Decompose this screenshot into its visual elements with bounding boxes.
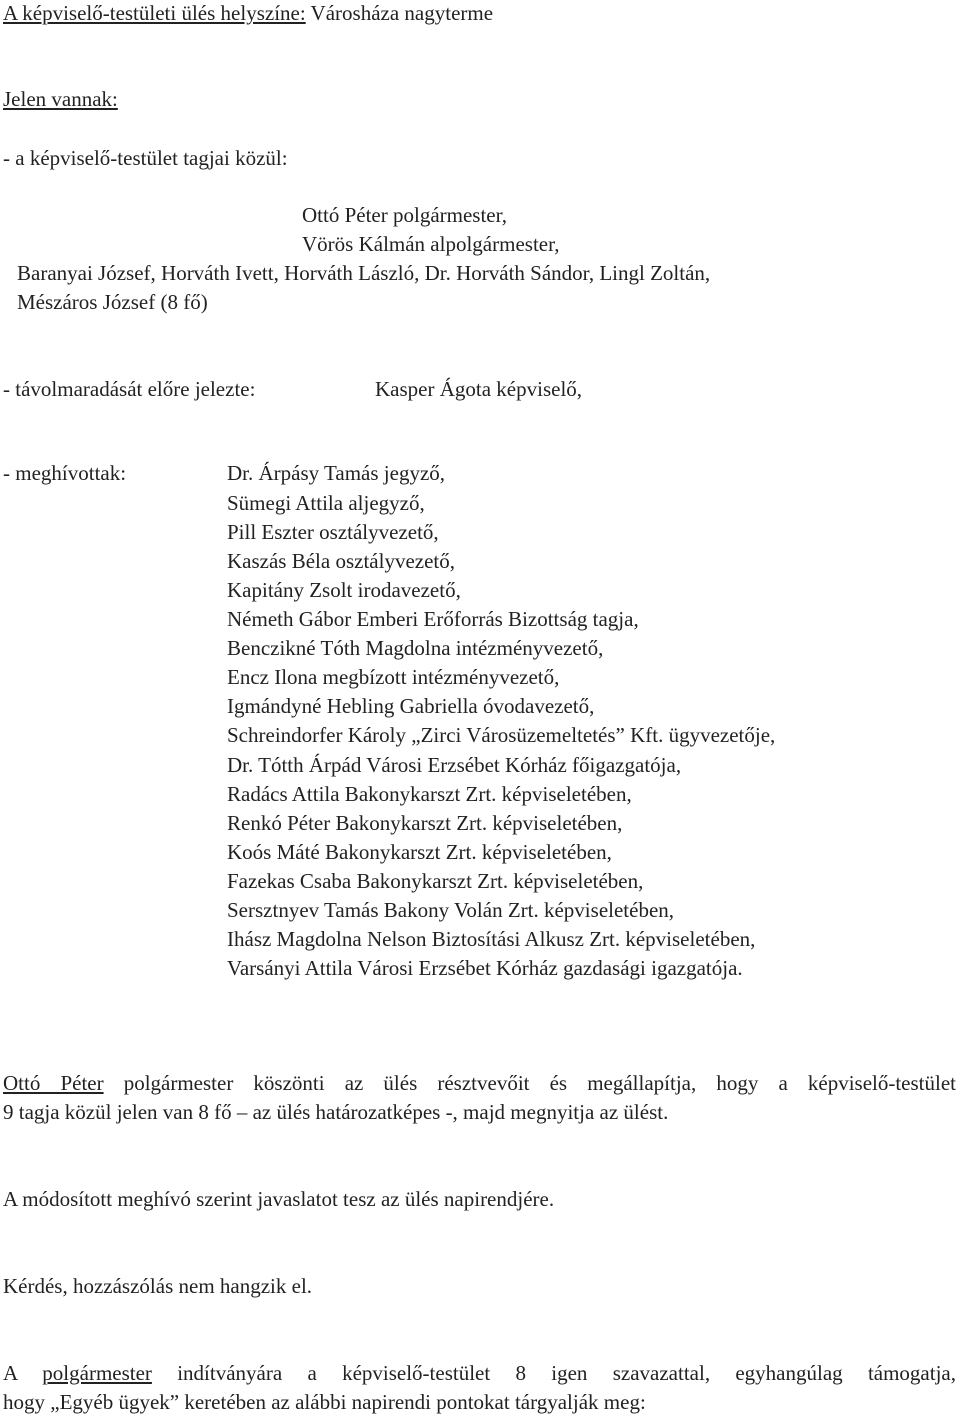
- invited-person: Schreindorfer Károly „Zirci Városüzemeltetés” Kft. ügyvezetője,: [227, 723, 776, 747]
- location-label: A képviselő-testületi ülés helyszíne:: [3, 1, 306, 25]
- vote-paragraph-text: indítványára a képviselő-testület 8 igen szavazattal, egyhangúlag támogatja,: [151, 1361, 956, 1385]
- opening-paragraph-line-1: [3, 1070, 956, 1096]
- invited-person: Radács Attila Bakonykarszt Zrt. képviseletében,: [227, 782, 632, 806]
- deputy-mayor-line: Vörös Kálmán alpolgármester,: [302, 232, 560, 256]
- opening-paragraph-text: polgármester köszönti az ülés résztvevőit és megállapítja, hogy a képviselő-testület: [103, 1071, 956, 1095]
- absent-value: Kasper Ágota képviselő,: [375, 377, 583, 401]
- invited-person: Benczikné Tóth Magdolna intézményvezető,: [227, 636, 604, 660]
- invited-person: Sersztnyev Tamás Bakony Volán Zrt. képviseletében,: [227, 898, 675, 922]
- vote-paragraph-prefix: A: [3, 1361, 43, 1385]
- speaker-name: Ottó Péter: [3, 1071, 104, 1095]
- invited-person: Ihász Magdolna Nelson Biztosítási Alkusz Zrt. képviseletében,: [227, 927, 756, 951]
- opening-paragraph-line-2: 9 tagja közül jelen van 8 fő – az ülés határozatképes -, majd megnyitja az ülést.: [3, 1100, 669, 1124]
- invited-person: Renkó Péter Bakonykarszt Zrt. képviseletében,: [227, 811, 623, 835]
- invited-person: Dr. Árpásy Tamás jegyző,: [227, 461, 446, 485]
- absent-label: - távolmaradását előre jelezte:: [3, 377, 256, 401]
- invited-person: Igmándyné Hebling Gabriella óvodavezető,: [227, 694, 595, 718]
- invited-label: - meghívottak:: [3, 461, 127, 485]
- invited-person: Varsányi Attila Városi Erzsébet Kórház gazdasági igazgatója.: [227, 956, 743, 980]
- invited-person: Encz Ilona megbízott intézményvezető,: [227, 665, 560, 689]
- present-heading: Jelen vannak:: [3, 87, 118, 111]
- members-line: Baranyai József, Horváth Ivett, Horváth László, Dr. Horváth Sándor, Lingl Zoltán,: [17, 261, 711, 285]
- vote-paragraph-line-2: hogy „Egyéb ügyek” keretében az alábbi napirendi pontokat tárgyalják meg:: [3, 1390, 646, 1414]
- vote-paragraph-line-1: [3, 1360, 956, 1386]
- mayor-reference: polgármester: [42, 1361, 152, 1385]
- invited-person: Fazekas Csaba Bakonykarszt Zrt. képviseletében,: [227, 869, 644, 893]
- members-line-count: Mészáros József (8 fő): [17, 290, 208, 314]
- invited-person: Dr. Tótth Árpád Városi Erzsébet Kórház főigazgatója,: [227, 753, 682, 777]
- invited-person: Kapitány Zsolt irodavezető,: [227, 578, 461, 602]
- invited-person: Pill Eszter osztályvezető,: [227, 520, 439, 544]
- no-questions-paragraph: Kérdés, hozzászólás nem hangzik el.: [3, 1274, 313, 1298]
- invited-person: Sümegi Attila aljegyző,: [227, 491, 425, 515]
- invited-person: Koós Máté Bakonykarszt Zrt. képviseletében,: [227, 840, 612, 864]
- location-value: Városháza nagyterme: [305, 1, 494, 25]
- members-intro: - a képviselő-testület tagjai közül:: [3, 146, 288, 170]
- invited-person: Kaszás Béla osztályvezető,: [227, 549, 455, 573]
- location-line: [3, 0, 493, 26]
- agenda-proposal-paragraph: A módosított meghívó szerint javaslatot tesz az ülés napirendjére.: [3, 1187, 555, 1211]
- invited-person: Németh Gábor Emberi Erőforrás Bizottság tagja,: [227, 607, 639, 631]
- mayor-line: Ottó Péter polgármester,: [302, 203, 508, 227]
